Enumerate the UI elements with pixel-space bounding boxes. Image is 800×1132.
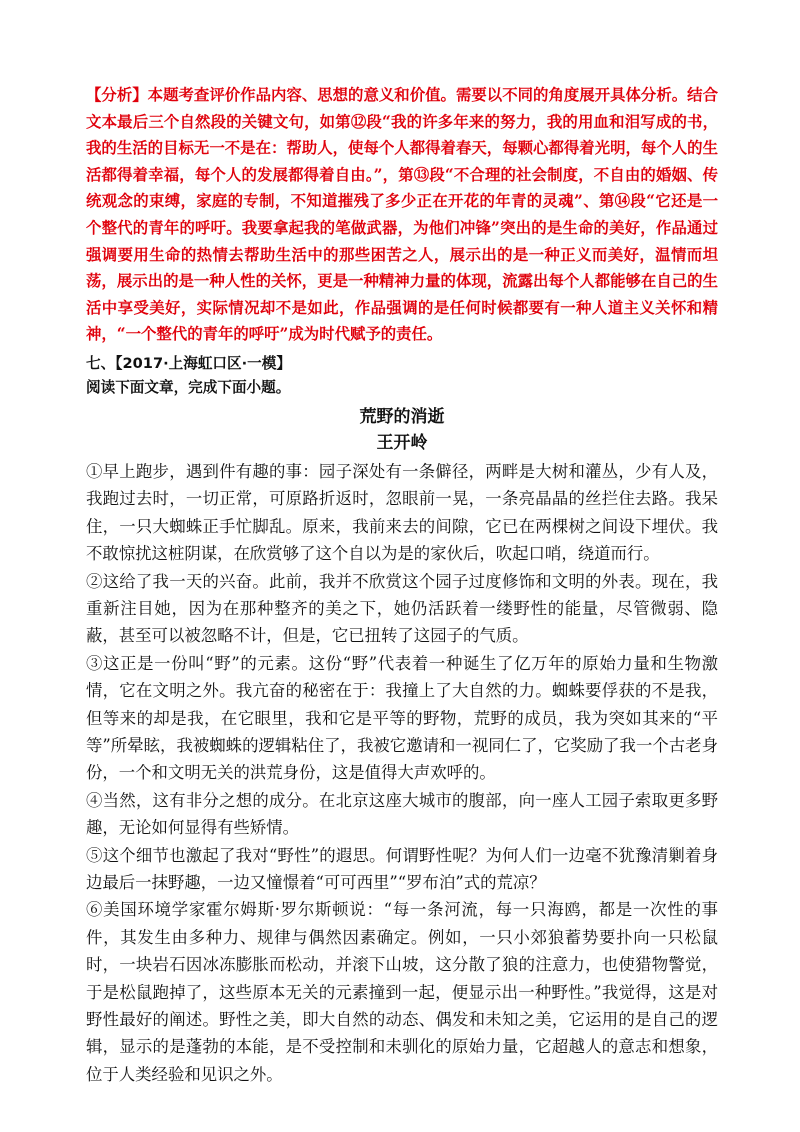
section-title: 七、【2017·上海虹口区·一模】 — [86, 354, 291, 372]
section-instruction: 阅读下面文章，完成下面小题。 — [86, 378, 291, 396]
article-paragraph-1: ①早上跑步，遇到件有趣的事：园子深处有一条僻径，两畔是大树和灌丛，少有人及，我跑过去时，一切正常，可原路折返时，忽眼前一晃，一条亮晶晶的丝拦住去路。我呆住，一只大蜘蛛正手忙脚乱。原来，我前来去的间隙，它已在两棵树之间设下埋伏。我不敢惊扰这桩阴谋，在欣赏够了这个自以为是的家伙后，吹起口哨，绕道而行。 — [86, 461, 718, 564]
article-author: 王开岭 — [376, 432, 428, 453]
article-paragraph-5: ⑤这个细节也激起了我对“野性”的遐思。何谓野性呢？为何人们一边毫不犹豫清剿着身边最后一抹野趣，一边又憧憬着“可可西里”“罗布泊”式的荒凉？ — [86, 845, 718, 893]
article-paragraph-2: ②这给了我一天的兴奋。此前，我并不欣赏这个园子过度修饰和文明的外表。现在，我重新注目她，因为在那种整齐的美之下，她仍活跃着一缕野性的能量，尽管微弱、隐蔽，甚至可以被忽略不计，但是，它已扭转了这园子的气质。 — [86, 571, 718, 646]
article-paragraph-6: ⑥美国环境学家霍尔姆斯·罗尔斯顿说：“每一条河流，每一只海鸥，都是一次性的事件，其发生由多种力、规律与偶然因素确定。例如，一只小郊狼蓄势要扑向一只松鼠时，一块岩石因冰冻膨胀而松动，并滚下山坡，这分散了狼的注意力，也使猎物警觉，于是松鼠跑掉了，这些原本无关的元素撞到一起，便显示出一种野性。”我觉得，这是对野性最好的阐述。野性之美，即大自然的动态、偶发和未知之美，它运用的是自己的逻辑，显示的是蓬勃的本能，是不受控制和未驯化的原始力量，它超越人的意志和想象，位于人类经验和见识之外。 — [86, 900, 718, 1084]
analysis-text: 【分析】本题考查评价作品内容、思想的意义和价值。需要以不同的角度展开具体分析。结合文本最后三个自然段的关键文句，如第⑫段“我的许多年来的努力，我的用血和泪写成的书，我的生活的目标无一不是在：帮助人，使每个人都得着春天，每颗心都得着光明，每个人的生活都得着幸福，每个人的发展都得着自由。”，第⑬段“不合理的社会制度，不自由的婚姻、传统观念的束缚，家庭的专制，不知道摧残了多少正在开花的年青的灵魂”、第⑭段“它还是一个整代的青年的呼吁。我要拿起我的笔做武器，为他们冲锋”突出的是生命的美好，作品通过强调要用生命的热情去帮助生活中的那些困苦之人，展示出的是一种正义而美好，温情而坦荡，展示出的是一种人性的关怀，更是一种精神力量的体现，流露出每个人都能够在自己的生活中享受美好，实际情况却不是如此，作品强调的是任何时候都要有一种人道主义关怀和精神，“一个整代的青年的呼吁”成为时代赋予的责任。 — [86, 86, 718, 344]
article-paragraph-3: ③这正是一份叫“野”的元素。这份“野”代表着一种诞生了亿万年的原始力量和生物激情，它在文明之外。我亢奋的秘密在于：我撞上了大自然的力。蜘蛛要俘获的不是我，但等来的却是我，在它眼里，我和它是平等的野物，荒野的成员，我为突如其来的“平等”所晕眩，我被蜘蛛的逻辑粘住了，我被它邀请和一视同仁了，它奖励了我一个古老身份，一个和文明无关的洪荒身份，这是值得大声欢呼的。 — [86, 653, 718, 783]
article-title: 荒野的消逝 — [359, 406, 445, 427]
article-paragraph-4: ④当然，这有非分之想的成分。在北京这座大城市的腹部，向一座人工园子索取更多野趣，无论如何显得有些矫情。 — [86, 790, 718, 838]
